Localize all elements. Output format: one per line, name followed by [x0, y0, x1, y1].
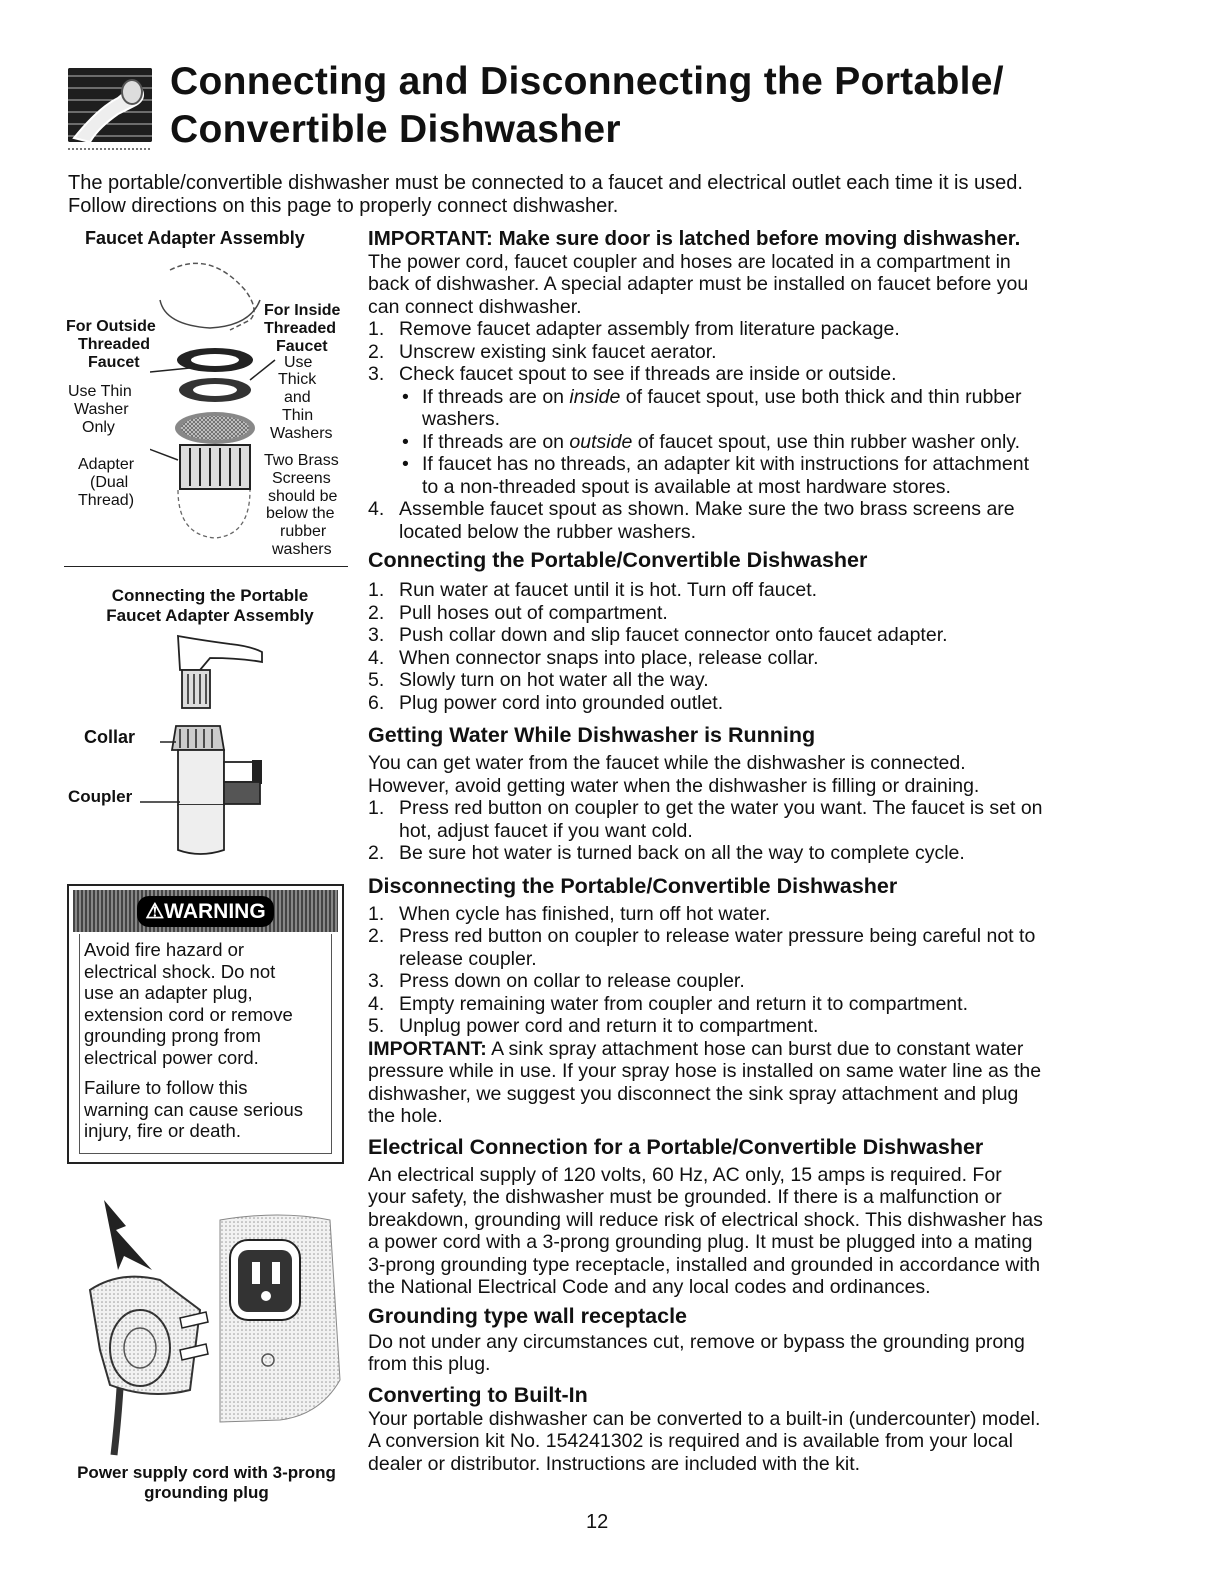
- list-item: [368, 647, 1168, 670]
- coupler-label: Coupler: [68, 787, 133, 806]
- bullet-text: If threads are on: [422, 385, 570, 408]
- section-heading: Getting Water While Dishwasher is Running: [368, 723, 816, 747]
- step-text: Unplug power cord and return it to compartment.: [399, 1015, 819, 1037]
- section-heading: Grounding type wall receptacle: [368, 1303, 687, 1328]
- label-inside-8: Washers: [270, 425, 333, 442]
- list-item: [368, 993, 1168, 1016]
- bullet-item: [368, 431, 1168, 454]
- body-line: back of dishwasher. A special adapter must be installed on faucet before you: [368, 273, 1029, 295]
- body-line: An electrical supply of 120 volts, 60 Hz, AC only, 15 amps is required. For: [368, 1163, 1002, 1186]
- step-number: 3.: [368, 624, 385, 646]
- warning-line: Avoid fire hazard or: [84, 939, 245, 960]
- step-number: 2.: [368, 842, 385, 864]
- faucet-connector-illustration: [140, 630, 280, 860]
- bullet-emphasis: outside: [569, 430, 633, 453]
- body-line: A conversion kit No. 154241302 is required and is available from your local: [368, 1430, 1013, 1452]
- disconnecting-section: [368, 873, 1168, 1128]
- step-text: When cycle has finished, turn off hot water.: [399, 902, 771, 925]
- step-text: Press down on collar to release coupler.: [399, 970, 745, 992]
- warning-badge: ⚠WARNING: [137, 896, 273, 927]
- page-title: [170, 58, 1004, 154]
- warning-box: [67, 884, 344, 1164]
- title-line-2: Convertible Dishwasher: [170, 108, 621, 151]
- list-item: [368, 341, 1168, 364]
- step-number: 1.: [368, 902, 385, 925]
- collar-label: Collar: [84, 727, 136, 747]
- warning-line: injury, fire or death.: [84, 1120, 241, 1141]
- list-item: [368, 970, 1168, 993]
- list-item: [368, 498, 1168, 543]
- getting-water-steps: [368, 797, 1168, 865]
- body-line: dealer or distributor. Instructions are included with the kit.: [368, 1452, 861, 1475]
- warning-line: electrical power cord.: [84, 1046, 259, 1068]
- label-outside-3: Faucet: [88, 354, 140, 371]
- label-inside-7: Thin: [282, 407, 314, 424]
- label-inside-6: and: [284, 389, 311, 406]
- list-item: [368, 903, 1168, 926]
- step-number: 3.: [368, 970, 385, 992]
- body-line: pressure while in use. If your spray hose is installed on same water line as the: [368, 1060, 1042, 1082]
- label-inside-2: Threaded: [264, 320, 337, 337]
- body-line: the National Electrical Code and any local codes and ordinances.: [368, 1276, 931, 1298]
- step-text: Check faucet spout to see if threads are inside or outside.: [399, 363, 897, 385]
- body-line: A sink spray attachment hose can burst due to constant water: [486, 1037, 1024, 1060]
- plug-receptacle-illustration: [80, 1200, 350, 1465]
- label-thin-washer-1: Use Thin: [68, 383, 132, 400]
- step-number: 1.: [368, 579, 385, 601]
- step-text: Pull hoses out of compartment.: [399, 601, 668, 624]
- label-adapter-1: Adapter: [78, 456, 135, 473]
- list-item: [368, 579, 1168, 602]
- warning-text: [84, 936, 334, 1142]
- bullet-text: to a non-threaded spout is available at most hardware stores.: [422, 475, 951, 498]
- section-heading: Connecting the Portable/Convertible Dishwasher: [368, 548, 868, 572]
- step-text: When connector snaps into place, release collar.: [399, 646, 819, 669]
- step-text: hot, adjust faucet if you want cold.: [399, 819, 693, 842]
- body-line: The power cord, faucet coupler and hoses are located in a compartment in: [368, 250, 1011, 273]
- bullet-text: • If faucet has no threads, an adapter kit with instructions for attachment: [422, 453, 1029, 475]
- bullet-text: If threads are on: [422, 430, 570, 453]
- step-number: 1.: [368, 318, 385, 340]
- label-brass-5: rubber: [280, 523, 327, 540]
- label-brass-2: Screens: [272, 470, 331, 487]
- label-inside-3: Faucet: [276, 338, 328, 355]
- plug-caption: [64, 1463, 349, 1503]
- connecting-steps: [368, 579, 1168, 714]
- step-number: 4.: [368, 498, 385, 520]
- label-adapter-3: Thread): [78, 492, 135, 509]
- body-line: However, avoid getting water when the dishwasher is filling or draining.: [368, 774, 980, 797]
- body-line: can connect dishwasher.: [368, 295, 582, 318]
- list-item: [368, 1015, 1168, 1038]
- label-inside-5: Thick: [278, 371, 317, 388]
- intro-line: Follow directions on this page to properly connect dishwasher.: [68, 195, 619, 217]
- step-text: Assemble faucet spout as shown. Make sure the two brass screens are: [399, 498, 1015, 520]
- label-inside-4: Use: [284, 354, 313, 371]
- hose-icon: [68, 68, 152, 142]
- warning-line: Failure to follow this: [84, 1077, 248, 1098]
- intro-paragraph: [68, 172, 1168, 218]
- step-number: 4.: [368, 992, 385, 1015]
- getting-water-section: [368, 722, 1168, 865]
- list-item: [368, 363, 1168, 386]
- warning-line: use an adapter plug,: [84, 982, 253, 1003]
- warning-line: warning can cause serious: [84, 1098, 304, 1120]
- bullet-text: of faucet spout, use thin rubber washer only.: [632, 430, 1021, 453]
- label-outside-1: For Outside: [66, 318, 156, 335]
- connecting-section: [368, 547, 1168, 714]
- step-number: 2.: [368, 340, 385, 363]
- label-adapter-2: (Dual: [90, 474, 129, 491]
- body-line: your safety, the dishwasher must be grounded. If there is a malfunction or: [368, 1186, 1002, 1208]
- step-text: Be sure hot water is turned back on all the way to complete cycle.: [399, 842, 965, 864]
- electrical-section: [368, 1134, 1168, 1299]
- warning-line: electrical shock. Do not: [84, 960, 276, 982]
- label-thin-washer-2: Washer: [74, 401, 129, 418]
- step-text: Press red button on coupler to release water pressure being careful not to: [399, 925, 1036, 947]
- caption-line: Power supply cord with 3-prong: [77, 1463, 336, 1482]
- section-heading: Converting to Built-In: [368, 1382, 588, 1407]
- label-brass-6: washers: [272, 541, 332, 558]
- step-text: Run water at faucet until it is hot. Turn off faucet.: [399, 579, 818, 601]
- warning-line: extension cord or remove: [84, 1003, 293, 1025]
- body-line: the hole.: [368, 1105, 443, 1127]
- section-heading: Disconnecting the Portable/Convertible Dishwasher: [368, 873, 898, 898]
- label-brass-3: should be: [268, 488, 338, 505]
- step-number: 6.: [368, 691, 385, 714]
- list-item: [368, 318, 1168, 341]
- main-content: [368, 228, 1168, 1475]
- faucet-adapter-heading: Faucet Adapter Assembly: [85, 228, 305, 248]
- spray-warning: [368, 1038, 1168, 1128]
- adapter-step-4: [368, 498, 1168, 543]
- label-outside-2: Threaded: [78, 336, 151, 353]
- disconnecting-steps: [368, 903, 1168, 1038]
- step-text: Push collar down and slip faucet connector onto faucet adapter.: [399, 624, 948, 646]
- step-text: Unscrew existing sink faucet aerator.: [399, 340, 717, 363]
- label-brass-4: below the: [266, 505, 335, 522]
- step-number: 3.: [368, 363, 385, 385]
- important-section: [368, 228, 1168, 543]
- body-line: from this plug.: [368, 1353, 491, 1375]
- label-thin-washer-3: Only: [82, 419, 115, 436]
- page-number: 12: [586, 1511, 609, 1533]
- step-text: located below the rubber washers.: [399, 520, 697, 543]
- step-text: Plug power cord into grounded outlet.: [399, 691, 724, 714]
- caption-line: grounding plug: [144, 1483, 269, 1502]
- step-number: 5.: [368, 669, 385, 691]
- caption-line: Faucet Adapter Assembly: [106, 606, 314, 625]
- body-line: Do not under any circumstances cut, remove or bypass the grounding prong: [368, 1330, 1025, 1353]
- step-number: 2.: [368, 601, 385, 624]
- body-line: 3-prong grounding type receptacle, installed and grounded in accordance with: [368, 1253, 1041, 1276]
- intro-line: The portable/convertible dishwasher must be connected to a faucet and electrical outlet each time it is used.: [68, 172, 1023, 194]
- list-item: [368, 692, 1168, 715]
- step-number: 5.: [368, 1015, 385, 1037]
- body-line: dishwasher, we suggest you disconnect the sink spray attachment and plug: [368, 1082, 1019, 1105]
- list-item: [368, 925, 1168, 970]
- label-inside-1: For Inside: [264, 302, 341, 319]
- list-item: [368, 842, 1168, 865]
- title-underline: [68, 148, 150, 150]
- list-item: [368, 602, 1168, 625]
- bullet-item: [368, 386, 1168, 431]
- body-line: a power cord with a 3-prong grounding plug. It must be plugged into a mating: [368, 1231, 1033, 1253]
- label-brass-1: Two Brass: [264, 452, 339, 469]
- body-line: Your portable dishwasher can be converted to a built-in (undercounter) model.: [368, 1407, 1041, 1430]
- title-line-1: Connecting and Disconnecting the Portable/: [170, 60, 1004, 103]
- step-text: Press red button on coupler to get the water you want. The faucet is set on: [399, 797, 1043, 819]
- caption-line: Connecting the Portable: [111, 586, 309, 605]
- list-item: [368, 624, 1168, 647]
- step-text: Empty remaining water from coupler and return it to compartment.: [399, 992, 968, 1015]
- important-heading: IMPORTANT: Make sure door is latched before moving dishwasher.: [368, 227, 1021, 250]
- important-label: IMPORTANT:: [368, 1037, 487, 1060]
- step-number: 1.: [368, 797, 385, 819]
- list-item: [368, 797, 1168, 842]
- warning-line: grounding prong from: [84, 1025, 261, 1046]
- converting-section: [368, 1382, 1168, 1476]
- adapter-steps: [368, 318, 1168, 386]
- list-item: [368, 669, 1168, 692]
- warning-para-1: [84, 939, 334, 1068]
- warning-header: [73, 890, 338, 932]
- bullet-emphasis: inside: [569, 385, 621, 408]
- step-number: 4.: [368, 646, 385, 669]
- faucet-connector-caption: [75, 586, 345, 626]
- warning-para-2: [84, 1077, 334, 1142]
- step-number: 2.: [368, 925, 385, 947]
- bullet-text: washers.: [422, 408, 501, 430]
- step-text: release coupler.: [399, 947, 537, 970]
- grounding-section: [368, 1303, 1168, 1376]
- figure-divider: [64, 566, 348, 567]
- bullet-text: of faucet spout, use both thick and thin rubber: [620, 385, 1022, 408]
- step-text: Remove faucet adapter assembly from literature package.: [399, 318, 900, 340]
- step-text: Slowly turn on hot water all the way.: [399, 669, 709, 691]
- body-line: breakdown, grounding will reduce risk of electrical shock. This dishwasher has: [368, 1208, 1043, 1231]
- bullet-item: [368, 453, 1168, 498]
- body-line: You can get water from the faucet while the dishwasher is connected.: [368, 752, 966, 774]
- section-heading: Electrical Connection for a Portable/Convertible Dishwasher: [368, 1134, 984, 1159]
